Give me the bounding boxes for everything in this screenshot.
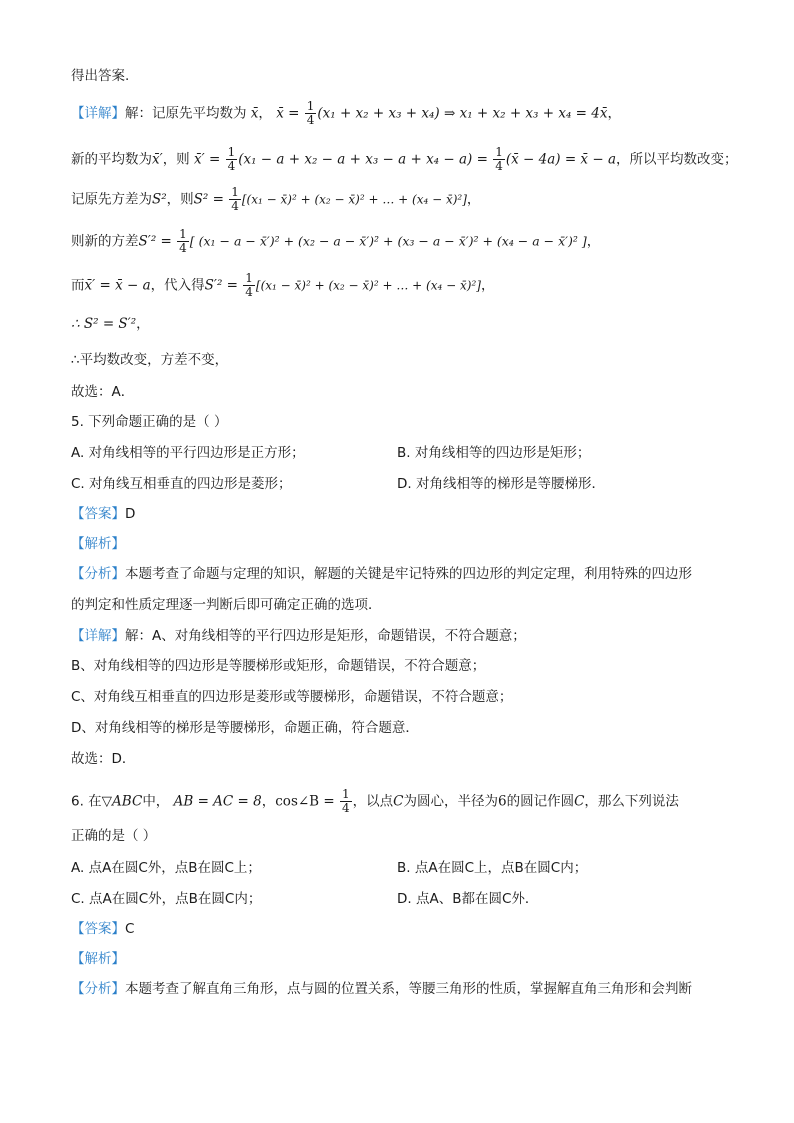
math: x̄′ =: [193, 151, 221, 168]
text-line: [71, 66, 129, 86]
fenxi-tag: 【分析】: [71, 981, 125, 997]
text: 新的平均数为: [71, 151, 152, 168]
text: 解：记原先平均数为: [125, 105, 247, 122]
denominator: 4: [306, 113, 315, 127]
fraction: [305, 100, 317, 127]
detail-line-8: [71, 382, 134, 402]
question-5-answer: [71, 504, 135, 524]
math: cos∠B =: [275, 793, 335, 810]
math: x̄′: [152, 151, 163, 168]
detail-line-4: [71, 228, 600, 255]
option-a: A. 点A在圆C外，点B在圆C上；: [71, 860, 261, 876]
question-5-options-row-1: [71, 443, 591, 463]
math: (x̄ − 4a) = x̄ − a: [505, 151, 616, 168]
math: [(x₁ − x̄)² + (x₂ − x̄)² + … + (x₄ − x̄)²]: [241, 192, 467, 207]
text: 故选：D．: [71, 751, 136, 767]
option-c: C. 对角线互相垂直的四边形是菱形；: [71, 476, 292, 492]
numerator: 1: [227, 145, 236, 159]
fraction: [229, 186, 241, 213]
text: ，: [136, 316, 150, 332]
text: 则新的方差: [71, 233, 139, 250]
math: S²: [152, 191, 167, 208]
text: ，: [480, 277, 495, 294]
answer-value: C: [125, 921, 135, 937]
detail-line-6: [71, 314, 150, 334]
text: ∴平均数改变，方差不变，: [71, 352, 229, 368]
text: 的判定和性质定理逐一判断后即可确定正确的选项．: [71, 597, 382, 613]
paragraph-text: 得出答案.: [71, 68, 130, 84]
math: [ (x₁ − a − x̄′)² + (x₂ − a − x̄′)² + (x₃ − a − x̄′)² + (x₄ − a − x̄′)² ]: [189, 233, 587, 249]
question-stem: 5. 下列命题正确的是（ ）: [71, 414, 228, 430]
math: S² =: [193, 191, 224, 208]
question-6-answer: [71, 919, 134, 939]
option-d: D. 对角线相等的梯形是等腰梯形．: [397, 476, 605, 492]
numerator: 1: [306, 99, 315, 113]
math: x̄′ = x̄ − a: [84, 277, 151, 294]
question-5-stem: [71, 412, 227, 432]
text: D、对角线相等的梯形是等腰梯形，命题正确，符合题意．: [71, 720, 419, 736]
text: ，: [586, 233, 601, 250]
denominator: 4: [342, 801, 350, 815]
text: C、对角线互相垂直的四边形是菱形或等腰梯形，命题错误，不符合题意；: [71, 689, 513, 705]
math: [(x₁ − x̄)² + (x₂ − x̄)² + … + (x₄ − x̄)²]: [255, 278, 481, 293]
question-5-detail-3: [71, 687, 512, 707]
question-5-analysis-tag: [71, 534, 125, 554]
text: ，那么下列说法: [584, 793, 679, 810]
text: ，代入得: [150, 277, 205, 294]
math: (x₁ − a + x₂ − a + x₃ − a + x₄ − a) =: [238, 151, 488, 168]
question-6-stem-1: [71, 788, 679, 815]
option-b: B. 点A在圆C上，点B在圆C内；: [397, 860, 588, 876]
option-d: D. 点A、B都在圆C外．: [397, 891, 539, 907]
text: 本题考查了命题与定理的知识，解题的关键是牢记特殊的四边形的判定定理，利用特殊的四边形: [125, 566, 692, 582]
text: ，所以平均数改变；: [616, 151, 738, 168]
fraction: [493, 146, 505, 173]
fenxi-tag: 【分析】: [71, 566, 125, 582]
detail-line-7: [71, 350, 228, 370]
question-5-fenxi-2: [71, 595, 382, 615]
analysis-tag: 【解析】: [71, 951, 125, 967]
question-5-fenxi-1: [71, 564, 692, 584]
text: 的圆记作圆: [506, 793, 575, 810]
text: ，以点: [352, 793, 394, 810]
math: x̄: [250, 105, 259, 122]
question-5-choose: [71, 749, 135, 769]
analysis-tag: 【解析】: [71, 536, 125, 552]
section-tag: 【详解】: [71, 105, 125, 122]
numerator: 1: [342, 787, 350, 801]
answer-tag: 【答案】: [71, 506, 125, 522]
numerator: 1: [231, 185, 239, 199]
question-5-detail-4: [71, 718, 419, 738]
text: ，则: [166, 191, 194, 208]
detail-line-3: [71, 186, 480, 213]
question-stem: 正确的是（ ）: [71, 828, 157, 844]
text: B、对角线相等的四边形是等腰梯形或矩形，命题错误，不符合题意；: [71, 658, 486, 674]
fraction: [340, 788, 352, 815]
text: ，: [258, 105, 272, 122]
detail-line-1: [71, 100, 621, 127]
question-5-detail-2: [71, 656, 485, 676]
math: S′² =: [204, 277, 238, 294]
fraction: [226, 146, 238, 173]
math: C: [393, 793, 404, 810]
math: ∴ S² = S′²: [71, 316, 137, 332]
math: AB = AC = 8: [173, 793, 262, 810]
denominator: 4: [179, 241, 187, 255]
question-6-options-row-1: [71, 858, 588, 878]
detail-line-5: [71, 272, 494, 299]
text: 解：A、对角线相等的平行四边形是矩形，命题错误，不符合题意；: [125, 628, 526, 644]
text: ，则: [162, 151, 190, 168]
math: (x₁ + x₂ + x₃ + x₄) ⇒ x₁ + x₂ + x₃ + x₄ = 4x̄: [317, 105, 608, 122]
math: ▽ABC: [101, 793, 143, 810]
math: x̄ =: [276, 105, 300, 122]
numerator: 1: [245, 271, 253, 285]
option-a: A. 对角线相等的平行四边形是正方形；: [71, 445, 305, 461]
numerator: 1: [179, 227, 187, 241]
text: 而: [71, 277, 85, 294]
detail-line-2: [71, 146, 738, 173]
text: 故选：A．: [71, 384, 135, 400]
math: S′² =: [138, 233, 172, 250]
text: ，: [466, 191, 481, 208]
text: 记原先方差为: [71, 191, 152, 208]
option-c: C. 点A在圆C外，点B在圆C内；: [71, 891, 262, 907]
question-5-options-row-2: [71, 474, 605, 494]
fraction: [177, 228, 189, 255]
numerator: 1: [495, 145, 503, 159]
question-6-analysis-tag: [71, 949, 125, 969]
denominator: 4: [495, 159, 503, 173]
question-6-stem-2: [71, 826, 156, 846]
math: C: [574, 793, 585, 810]
option-b: B. 对角线相等的四边形是矩形；: [397, 445, 591, 461]
question-5-detail-1: [71, 626, 526, 646]
math: 6: [497, 793, 507, 810]
text: ，: [607, 105, 621, 122]
denominator: 4: [231, 199, 239, 213]
text: 中，: [142, 793, 170, 810]
text: 本题考查了解直角三角形，点与圆的位置关系，等腰三角形的性质，掌握解直角三角形和会判断: [125, 981, 692, 997]
detail-tag: 【详解】: [71, 628, 125, 644]
answer-tag: 【答案】: [71, 921, 125, 937]
fraction: [243, 272, 255, 299]
question-6-options-row-2: [71, 889, 539, 909]
text: 为圆心，半径为: [403, 793, 498, 810]
denominator: 4: [245, 285, 253, 299]
answer-value: D: [125, 506, 136, 522]
denominator: 4: [227, 159, 236, 173]
text: 6. 在: [71, 793, 102, 810]
question-6-fenxi-1: [71, 979, 692, 999]
text: ，: [261, 793, 276, 810]
